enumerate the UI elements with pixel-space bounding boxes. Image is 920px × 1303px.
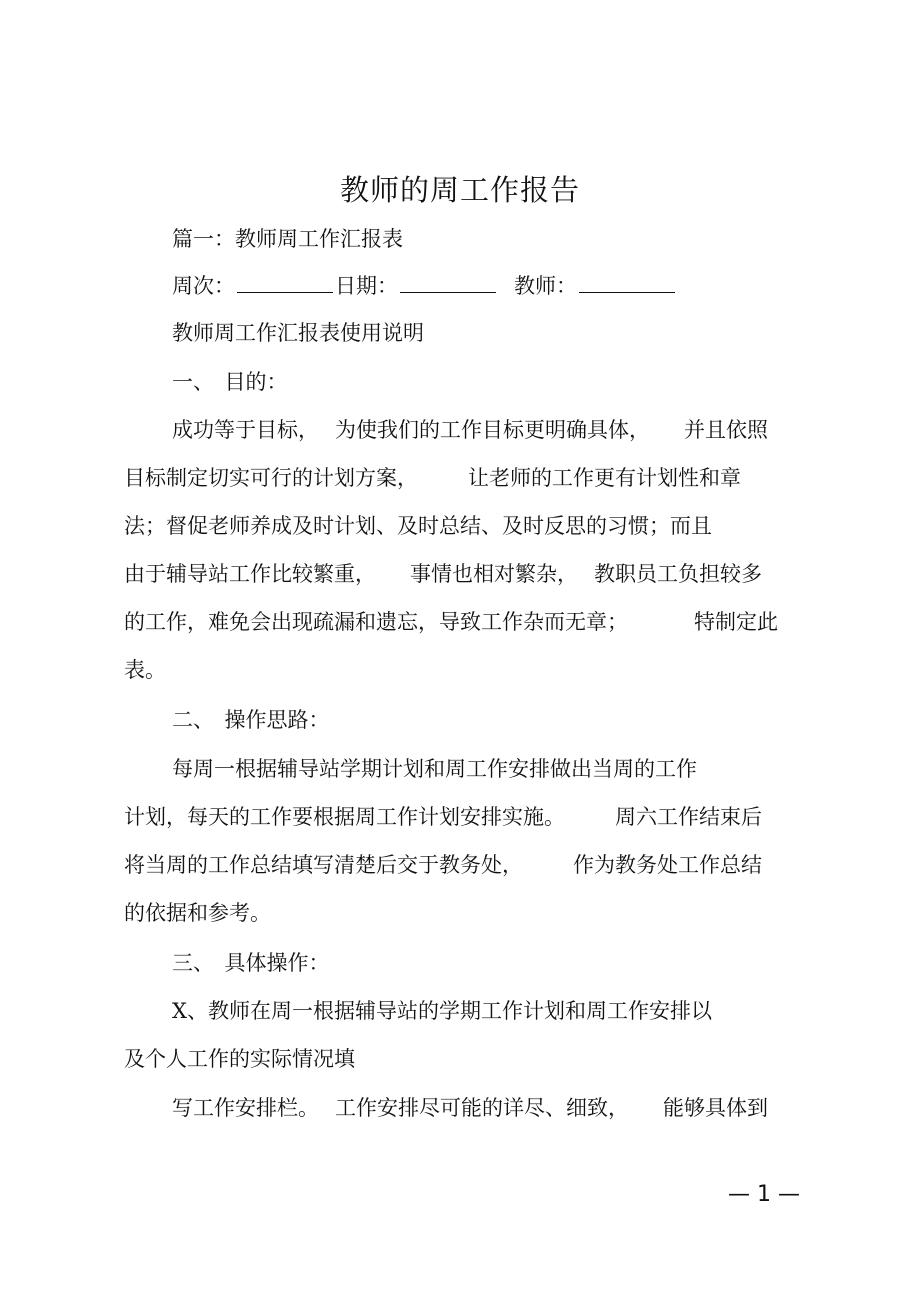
text-run: 教职员工负担较多 xyxy=(594,562,762,586)
text-run: 将当周的工作总结填写清楚后交于教务处， xyxy=(124,853,523,877)
text-run: 作为教务处工作总结 xyxy=(573,853,762,877)
text-run: 写工作安排栏。 xyxy=(172,1096,319,1120)
text-run: 的工作，难免会出现疏漏和遗忘，导致工作杂而无章； xyxy=(124,610,628,634)
week-label: 周次： xyxy=(172,274,235,298)
text-run: 能够具体到 xyxy=(663,1096,768,1120)
section-1-line-2 xyxy=(124,463,741,493)
section-1-line-6: 表。 xyxy=(124,658,166,682)
text-run: 并且依照 xyxy=(684,418,768,442)
instructions-heading: 教师周工作汇报表使用说明 xyxy=(172,321,424,345)
week-blank xyxy=(237,270,333,293)
text-run: 让老师的工作更有计划性和章 xyxy=(468,466,741,490)
section-1-line-3: 法；督促老师养成及时计划、及时总结、及时反思的习惯；而且 xyxy=(124,514,712,538)
section-2-heading: 二、 操作思路： xyxy=(172,708,330,732)
text-run: 周六工作结束后 xyxy=(615,805,762,829)
text-run: 目标制定切实可行的计划方案， xyxy=(124,466,418,490)
subtitle: 篇一：教师周工作汇报表 xyxy=(172,227,403,251)
section-2-line-3 xyxy=(124,850,762,880)
section-3-line-3 xyxy=(172,1093,768,1123)
section-3-line-1: X、教师在周一根据辅导站的学期工作计划和周工作安排以 xyxy=(172,999,712,1023)
text-run: 特制定此 xyxy=(694,610,778,634)
page-number: — 1 — xyxy=(728,1182,800,1207)
text-run: 由于辅导站工作比较繁重， xyxy=(124,562,376,586)
document-title: 教师的周工作报告 xyxy=(339,173,580,207)
text-run: 计划，每天的工作要根据周工作计划安排实施。 xyxy=(124,805,565,829)
section-2-line-2 xyxy=(124,802,762,832)
section-1-line-1 xyxy=(172,415,768,445)
section-2-line-1: 每周一根据辅导站学期计划和周工作安排做出当周的工作 xyxy=(172,757,697,781)
form-row xyxy=(172,270,677,301)
text-run: 为使我们的工作目标更明确具体， xyxy=(335,418,650,442)
teacher-blank xyxy=(579,270,675,293)
teacher-label: 教师： xyxy=(514,274,577,298)
date-blank xyxy=(400,270,496,293)
section-1-heading: 一、 目的： xyxy=(172,370,288,394)
section-3-heading: 三、 具体操作： xyxy=(172,951,330,975)
date-label: 日期： xyxy=(335,274,398,298)
section-1-line-5 xyxy=(124,607,778,637)
text-run: 事情也相对繁杂， xyxy=(410,562,578,586)
section-2-line-4: 的依据和参考。 xyxy=(124,901,271,925)
text-run: 成功等于目标， xyxy=(172,418,319,442)
text-run: 工作安排尽可能的详尽、细致， xyxy=(335,1096,629,1120)
section-1-line-4 xyxy=(124,559,762,589)
section-3-line-2: 及个人工作的实际情况填 xyxy=(124,1047,355,1071)
